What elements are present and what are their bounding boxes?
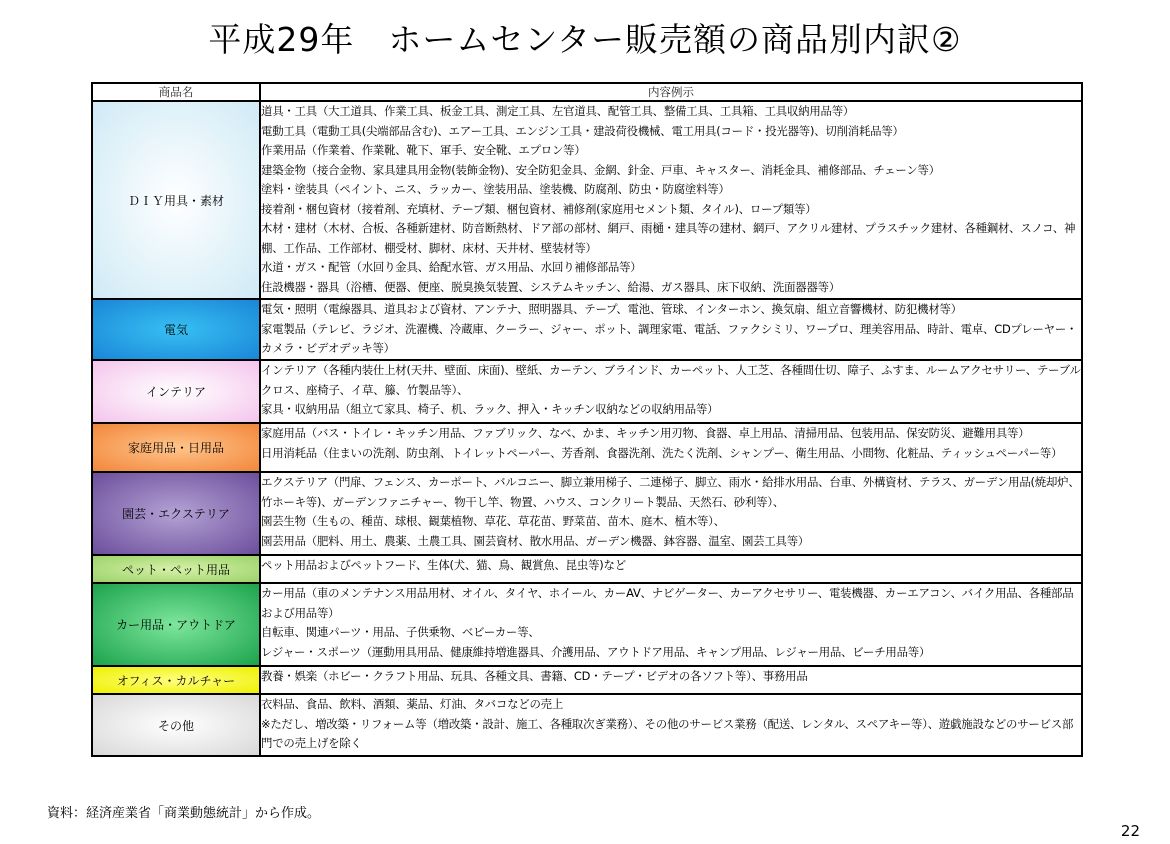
content-line: 電動工具（電動工具(尖端部品含む)、エアー工具、エンジン工具・建設荷役機械、電工用具(コード・投光器等)、切削消耗品等） — [261, 123, 904, 138]
page-title: 平成29年 ホームセンター販売額の商品別内訳② — [208, 20, 962, 59]
content-line: カー用品（車のメンテナンス用品用材、オイル、タイヤ、ホイール、カーAV、ナビゲーター、カーアクセサリー、電装機器、カーエアコン、バイク用品、各種部品および用品等） — [261, 586, 1074, 620]
category-car-outdoor: カー用品・アウトドア — [92, 583, 260, 666]
content-line: ※ただし、増改築・リフォーム等（増改築・設計、施工、各種取次ぎ業務）、その他のサービス業務（配送、レンタル、スペアキー等）、遊戯施設などのサービス部門での売上げを除く — [261, 716, 1074, 750]
table-row — [92, 299, 1082, 360]
content-line: 道具・工具（大工道具、作業工具、板金工具、測定工具、左官道具、配管工具、整備工具、工具箱、工具収納用品等） — [261, 104, 855, 118]
category-garden: 園芸・エクステリア — [92, 472, 260, 555]
content-cell — [260, 472, 1082, 555]
content-line: 木材・建材（木材、合板、各種新建材、防音断熱材、ドア部の部材、網戸、雨樋・建具等の建材、網戸、アクリル建材、プラスチック建材、各種鋼材、スノコ、神棚、工作品、工作部材、棚受材、脚材、床材、天井材、壁装材等） — [261, 221, 1076, 255]
header-content-examples: 内容例示 — [260, 83, 1082, 101]
content-line: 水道・ガス・配管（水回り金具、給配水管、ガス用品、水回り補修部品等） — [261, 260, 642, 274]
table-row — [92, 666, 1082, 694]
content-cell — [260, 694, 1082, 756]
content-cell — [260, 423, 1082, 472]
content-line: 接着剤・梱包資材（接着剤、充填材、テープ類、梱包資材、補修剤(家庭用セメント類、タイル)、ロープ類等） — [261, 201, 817, 216]
content-cell — [260, 555, 1082, 583]
content-line: 塗料・塗装具（ペイント、ニス、ラッカー、塗装用品、塗装機、防腐剤、防虫・防腐塗料等） — [261, 182, 730, 196]
content-cell — [260, 666, 1082, 694]
content-line: ペット用品およびペットフード、生体(犬、猫、鳥、観賞魚、昆虫等)など — [261, 558, 626, 572]
category-other: その他 — [92, 694, 260, 756]
content-cell — [260, 360, 1082, 423]
table-row — [92, 360, 1082, 423]
category-office-culture: オフィス・カルチャー — [92, 666, 260, 694]
table-header-row — [92, 83, 1082, 101]
category-pet: ペット・ペット用品 — [92, 555, 260, 583]
content-cell — [260, 101, 1082, 299]
header-product-name: 商品名 — [92, 83, 260, 101]
table-row — [92, 694, 1082, 756]
content-line: 日用消耗品（住まいの洗剤、防虫剤、トイレットペーパー、芳香剤、食器洗剤、洗たく洗剤、シャンプー、衛生用品、小間物、化粧品、ティッシュペーパー等） — [261, 445, 1063, 460]
category-household: 家庭用品・日用品 — [92, 423, 260, 472]
content-line: 家具・収納用品（組立て家具、椅子、机、ラック、押入・キッチン収納などの収納用品等） — [261, 402, 719, 416]
table-row — [92, 101, 1082, 299]
content-line: 作業用品（作業着、作業靴、靴下、軍手、安全靴、エプロン等） — [261, 143, 586, 157]
category-diy: ＤＩＹ用具・素材 — [92, 101, 260, 299]
source-note: 資料：経済産業省「商業動態統計」から作成。 — [47, 806, 321, 821]
product-breakdown-table — [91, 82, 1083, 757]
content-line: エクステリア（門扉、フェンス、カーポート、バルコニー、脚立兼用梯子、二連梯子、脚立、雨水・給排水用品、台車、外構資材、テラス、ガーデン用品(焼却炉、竹ホーキ等)、ガーデンファニチャー、物干し竿、物置、ハウス、コンクリート製品、天然石、砂利等）、 — [261, 475, 1080, 509]
content-line: 園芸生物（生もの、種苗、球根、観葉植物、草花、草花苗、野菜苗、苗木、庭木、植木等）、 — [261, 514, 725, 528]
content-line: 建築金物（接合金物、家具建具用金物(装飾金物)、安全防犯金具、金網、針金、戸車、キャスター、消耗金具、補修部品、チェーン等） — [261, 162, 940, 177]
content-cell — [260, 583, 1082, 666]
content-line: インテリア（各種内装仕上材(天井、壁面、床面)、壁紙、カーテン、ブラインド、カーペット、人工芝、各種間仕切、障子、ふすま、ルームアクセサリー、テーブルクロス、座椅子、イ草、籐、竹製品等）、 — [261, 363, 1081, 397]
content-line: 家庭用品（バス・トイレ・キッチン用品、ファブリック、なべ、かま、キッチン用刃物、食器、卓上用品、清掃用品、包装用品、保安防災、避難用具等） — [261, 426, 1030, 440]
content-line: 自転車、関連パーツ・用品、子供乗物、ベビーカー等、 — [261, 625, 540, 639]
category-interior: インテリア — [92, 360, 260, 423]
table-row — [92, 583, 1082, 666]
content-line: 教養・娯楽（ホビー・クラフト用品、玩具、各種文具、書籍、CD・テープ・ビデオの各ソフト等）、事務用品 — [261, 669, 808, 683]
content-line: 電気・照明（電線器具、道具および資材、アンテナ、照明器具、テープ、電池、管球、インターホン、換気扇、組立音響機材、防犯機材等） — [261, 302, 962, 316]
content-line: 衣料品、食品、飲料、酒類、薬品、灯油、タバコなどの売上 — [261, 697, 564, 711]
category-electric: 電気 — [92, 299, 260, 360]
content-line: 家電製品（テレビ、ラジオ、洗濯機、冷蔵庫、クーラー、ジャー、ポット、調理家電、電話、ファクシミリ、ワープロ、理美容用品、時計、電卓、CDプレーヤー・カメラ・ビデオデッキ等） — [261, 321, 1078, 355]
content-line: 住設機器・器具（浴槽、便器、便座、脱臭換気装置、システムキッチン、給湯、ガス器具、床下収納、洗面器器等） — [261, 279, 841, 294]
content-line: レジャー・スポーツ（運動用具用品、健康維持増進器具、介護用品、アウトドア用品、キャンプ用品、レジャー用品、ビーチ用品等） — [261, 644, 931, 659]
table-row — [92, 423, 1082, 472]
page-number: 22 — [1120, 822, 1140, 840]
content-cell — [260, 299, 1082, 360]
table-row — [92, 555, 1082, 583]
table-row — [92, 472, 1082, 555]
content-line: 園芸用品（肥料、用土、農薬、土農工具、園芸資材、散水用品、ガーデン機器、鉢容器、温室、園芸工具等） — [261, 533, 810, 548]
